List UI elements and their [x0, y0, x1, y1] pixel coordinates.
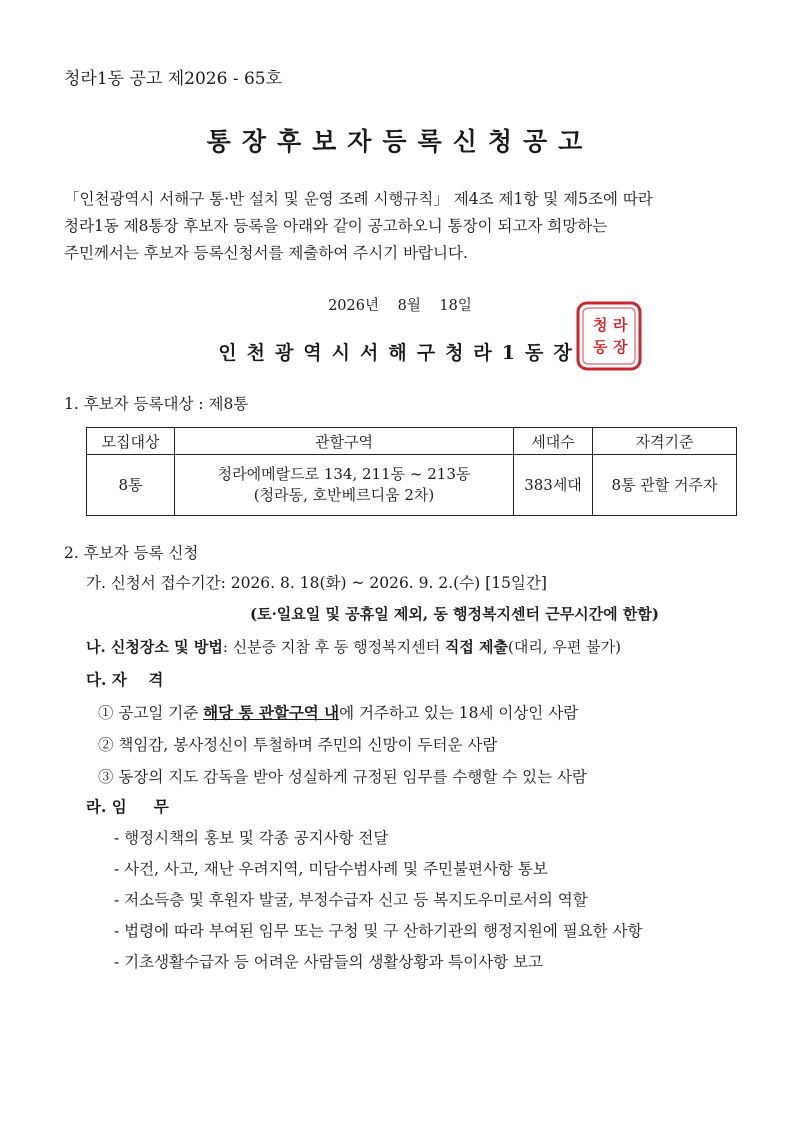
method-label: 나. 신청장소 및 방법: [86, 638, 223, 656]
svg-text:장: 장: [613, 338, 628, 356]
header-recruit-target: 모집대상: [87, 428, 175, 455]
issuing-organization: 인천광역시서해구청라1동장: [218, 342, 582, 364]
intro-line: 청라1동 제8통장 후보자 등록을 아래와 같이 공고하오니 통장이 되고자 희망하는: [64, 217, 608, 235]
intro-paragraph: [64, 186, 754, 267]
duty-item: - 저소득층 및 후원자 발굴, 부정수급자 신고 등 복지도우미로서의 역할: [114, 891, 588, 909]
method-emphasis: 직접 제출: [444, 638, 509, 656]
duty-item: - 법령에 따라 부여된 임무 또는 구청 및 구 산하기관의 행정지원에 필요한 사항: [114, 922, 643, 940]
official-seal-stamp: [575, 300, 643, 372]
duty-item: - 행정시책의 홍보 및 각종 공지사항 전달: [114, 829, 389, 847]
header-households: 세대수: [514, 428, 593, 455]
qualification-item: [98, 701, 578, 723]
header-qualification: 자격기준: [593, 428, 737, 455]
svg-text:라: 라: [613, 316, 628, 334]
intro-line: 「인천광역시 서해구 통·반 설치 및 운영 조례 시행규칙」 제4조 제1항 및 제5조에 따라: [64, 190, 653, 208]
recruitment-table: [86, 427, 737, 516]
table-header-row: [87, 428, 737, 455]
table-row: [87, 455, 737, 516]
intro-line: 주민께서는 후보자 등록신청서를 제출하여 주시기 바랍니다.: [64, 244, 468, 262]
cell-target: 8통: [87, 455, 175, 516]
notice-number: 청라1동 공고 제2026 - 65호: [64, 69, 283, 89]
notice-date: 2026년 8월 18일: [328, 298, 472, 314]
qualification-suffix: 에 거주하고 있는 18세 이상인 사람: [339, 704, 579, 722]
header-jurisdiction: 관할구역: [175, 428, 514, 455]
svg-text:청: 청: [593, 316, 608, 334]
duty-item: - 기초생활수급자 등 어려운 사람들의 생활상황과 특이사항 보고: [114, 953, 544, 971]
qualification-item: ③ 동장의 지도 감독을 받아 성실하게 규정된 임무를 수행할 수 있는 사람: [98, 768, 587, 786]
section2-heading: 2. 후보자 등록 신청: [64, 544, 199, 562]
application-period: 가. 신청서 접수기간: 2026. 8. 18(화) ~ 2026. 9. 2.(수) [15일간]: [86, 574, 547, 592]
cell-qualification: 8통 관할 거주자: [593, 455, 737, 516]
qualification-emphasis: 해당 통 관할구역 내: [203, 703, 340, 722]
application-period-note: (토·일요일 및 공휴일 제외, 동 행정복지센터 근무시간에 한함): [250, 605, 659, 623]
area-line: (청라동, 호반베르디움 2차): [253, 486, 435, 504]
method-text: : 신분증 지참 후 동 행정복지센터: [222, 638, 445, 656]
qualification-heading: 다. 자 격: [86, 670, 164, 689]
duty-item: - 사건, 사고, 재난 우려지역, 미담수범사례 및 주민불편사항 통보: [114, 860, 548, 878]
section1-heading: 1. 후보자 등록대상 : 제8통: [64, 395, 249, 413]
area-line: 청라에메랄드로 134, 211동 ~ 213동: [217, 465, 471, 483]
page-title: 통장후보자등록신청공고: [206, 127, 594, 156]
qualification-prefix: ① 공고일 기준: [98, 704, 204, 722]
cell-households: 383세대: [514, 455, 593, 516]
svg-text:동: 동: [593, 338, 608, 356]
duties-heading: 라. 임 무: [86, 797, 169, 816]
application-method: [86, 636, 621, 657]
method-text-end: (대리, 우편 불가): [508, 638, 621, 656]
qualification-item: ② 책임감, 봉사정신이 투철하며 주민의 신망이 두터운 사람: [98, 736, 498, 754]
cell-area: [175, 455, 514, 516]
